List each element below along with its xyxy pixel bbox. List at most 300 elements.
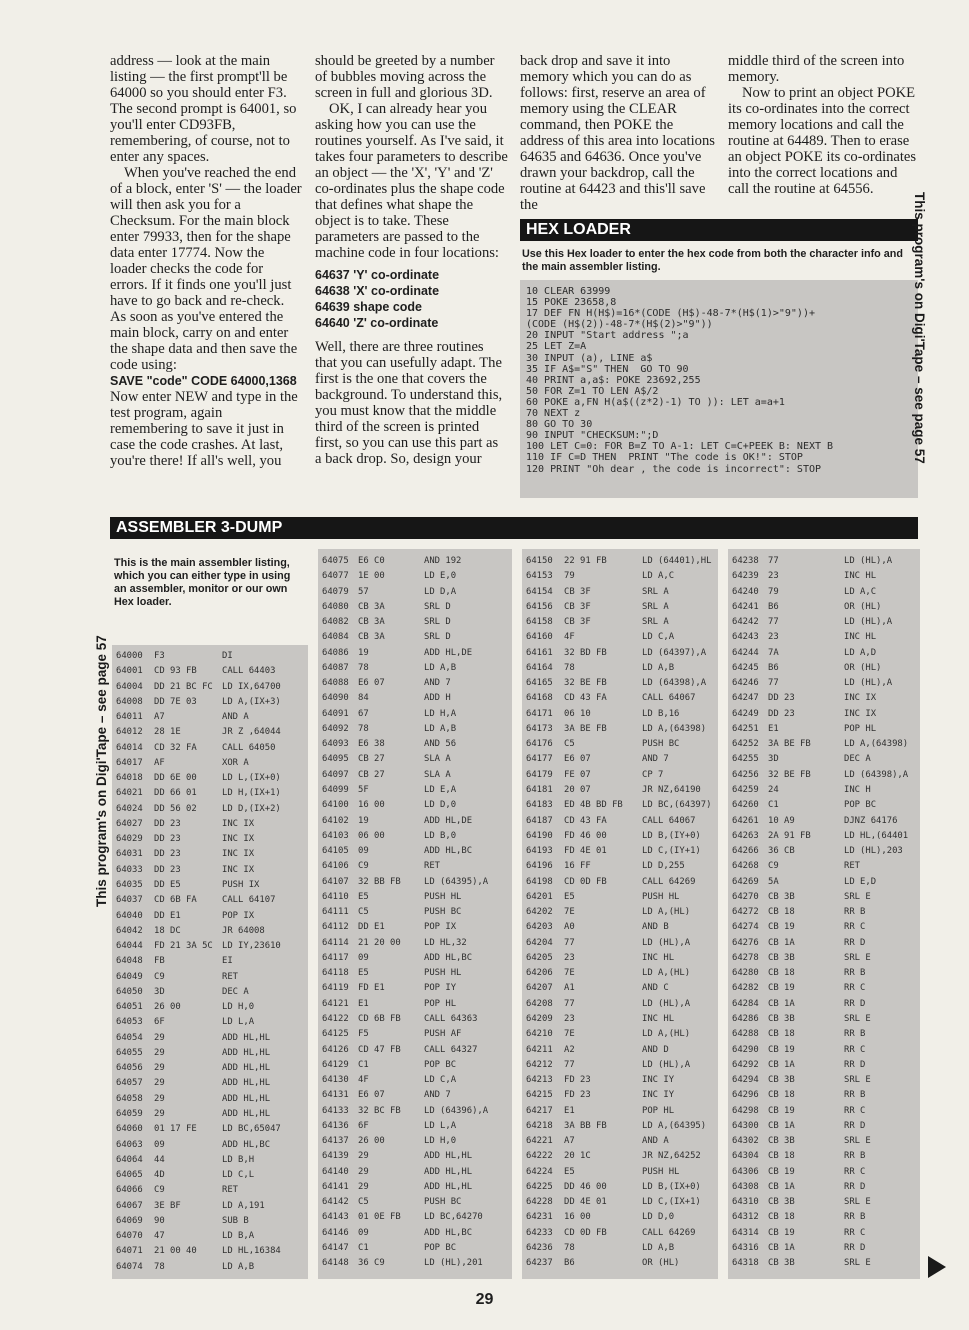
assembler-hex: 21 00 40 xyxy=(154,1246,197,1257)
assembler-address: 64059 xyxy=(116,1108,143,1119)
assembler-row xyxy=(732,1043,920,1058)
assembler-address: 64206 xyxy=(526,968,553,979)
assembler-hex: B6 xyxy=(768,662,779,673)
assembler-hex: 16 FF xyxy=(564,861,591,872)
assembler-address: 64308 xyxy=(732,1181,759,1192)
assembler-row xyxy=(322,859,512,874)
assembler-instruction: LD H,0 xyxy=(222,1002,255,1013)
assembler-hex: A2 xyxy=(564,1044,575,1055)
assembler-instruction: LD BC,64270 xyxy=(424,1212,483,1223)
assembler-row xyxy=(322,1195,512,1210)
assembler-address: 64181 xyxy=(526,784,553,795)
assembler-hex: DD 23 xyxy=(154,864,181,875)
assembler-address: 64121 xyxy=(322,998,349,1009)
assembler-hex: 77 xyxy=(768,617,779,628)
hex-loader-line: 110 IF C=D THEN PRINT "The code is OK!": STOP xyxy=(526,452,803,464)
assembler-address: 64270 xyxy=(732,891,759,902)
assembler-address: 64256 xyxy=(732,769,759,780)
assembler-instruction: SRL A xyxy=(642,617,669,628)
assembler-address: 64225 xyxy=(526,1181,553,1192)
assembler-address: 64302 xyxy=(732,1136,759,1147)
assembler-instruction: LD A,(IX+3) xyxy=(222,696,281,707)
assembler-address: 64187 xyxy=(526,815,553,826)
assembler-instruction: LD A,(HL) xyxy=(642,907,691,918)
assembler-address: 64044 xyxy=(116,941,143,952)
assembler-instruction: LD L,(IX+0) xyxy=(222,773,281,784)
assembler-row xyxy=(732,875,920,890)
article-paragraph: Well, there are three routines that you can usefully adapt. The first is the one that covers the background. To understand this, you must know that the middle third of the screen is printed first, so you can use this part as a back drop. So, design your xyxy=(315,339,503,467)
assembler-address: 64236 xyxy=(526,1242,553,1253)
assembler-instruction: SRL E xyxy=(844,1075,871,1086)
assembler-address: 64318 xyxy=(732,1258,759,1269)
assembler-hex: 29 xyxy=(358,1151,369,1162)
assembler-row xyxy=(526,981,718,996)
assembler-instruction: LD A,(64395) xyxy=(642,1120,707,1131)
assembler-address: 64091 xyxy=(322,708,349,719)
assembler-address: 64065 xyxy=(116,1170,143,1181)
assembler-address: 64246 xyxy=(732,678,759,689)
assembler-instruction: RR B xyxy=(844,1212,866,1223)
assembler-hex: C5 xyxy=(564,739,575,750)
assembler-hex: DD 46 00 xyxy=(564,1181,607,1192)
assembler-hex: 21 20 00 xyxy=(358,937,401,948)
assembler-address: 64055 xyxy=(116,1047,143,1058)
assembler-row xyxy=(526,798,718,813)
assembler-row xyxy=(116,771,308,786)
assembler-hex: 6F xyxy=(358,1120,369,1131)
assembler-instruction: CALL 64050 xyxy=(222,742,276,753)
assembler-instruction: RR C xyxy=(844,922,866,933)
assembler-address: 64222 xyxy=(526,1151,553,1162)
assembler-row xyxy=(322,554,512,569)
assembler-hex: 78 xyxy=(154,1261,165,1272)
assembler-row xyxy=(526,691,718,706)
assembler-row xyxy=(322,1012,512,1027)
assembler-hex: CD 93 FB xyxy=(154,666,197,677)
assembler-instruction: RR C xyxy=(844,1227,866,1238)
hex-loader-line: 70 NEXT z xyxy=(526,408,581,420)
assembler-hex: 77 xyxy=(564,998,575,1009)
assembler-hex: E6 38 xyxy=(358,739,385,750)
assembler-instruction: INC IX xyxy=(222,818,255,829)
assembler-address: 64137 xyxy=(322,1136,349,1147)
assembler-instruction: LD A,B xyxy=(424,723,457,734)
assembler-row xyxy=(526,1210,718,1225)
assembler-address: 64147 xyxy=(322,1242,349,1253)
assembler-row xyxy=(732,1058,920,1073)
assembler-row xyxy=(732,920,920,935)
assembler-row xyxy=(116,1015,308,1030)
assembler-row xyxy=(116,1244,308,1259)
assembler-instruction: LD A,191 xyxy=(222,1200,265,1211)
assembler-address: 64239 xyxy=(732,571,759,582)
assembler-hex: 29 xyxy=(154,1108,165,1119)
assembler-instruction: PUSH HL xyxy=(424,968,462,979)
assembler-address: 64077 xyxy=(322,571,349,582)
next-page-arrow-icon xyxy=(928,1256,946,1278)
assembler-hex: 29 xyxy=(154,1093,165,1104)
assembler-row xyxy=(526,936,718,951)
assembler-hex: FD 23 xyxy=(564,1075,591,1086)
assembler-hex: CB 3B xyxy=(768,1075,795,1086)
assembler-hex: F5 xyxy=(358,1029,369,1040)
assembler-instruction: RR D xyxy=(844,1120,866,1131)
assembler-row xyxy=(322,905,512,920)
assembler-instruction: SRL E xyxy=(844,1258,871,1269)
assembler-instruction: LD (HL),A xyxy=(642,998,691,1009)
assembler-row xyxy=(526,1027,718,1042)
assembler-address: 64105 xyxy=(322,846,349,857)
assembler-hex: 67 xyxy=(358,708,369,719)
assembler-address: 64202 xyxy=(526,907,553,918)
assembler-address: 64139 xyxy=(322,1151,349,1162)
assembler-instruction: INC IX xyxy=(844,708,877,719)
assembler-instruction: PUSH BC xyxy=(642,739,680,750)
assembler-address: 64224 xyxy=(526,1166,553,1177)
assembler-instruction: LD HL,16384 xyxy=(222,1246,281,1257)
assembler-hex: A7 xyxy=(564,1136,575,1147)
assembler-hex: C9 xyxy=(154,971,165,982)
assembler-row xyxy=(322,615,512,630)
assembler-row xyxy=(526,829,718,844)
assembler-hex: 44 xyxy=(154,1154,165,1165)
assembler-row xyxy=(116,878,308,893)
assembler-address: 64282 xyxy=(732,983,759,994)
assembler-address: 64035 xyxy=(116,879,143,890)
assembler-hex: A0 xyxy=(564,922,575,933)
assembler-hex: E5 xyxy=(564,891,575,902)
assembler-hex: 10 A9 xyxy=(768,815,795,826)
assembler-row xyxy=(526,768,718,783)
assembler-address: 64056 xyxy=(116,1063,143,1074)
assembler-hex: DD E1 xyxy=(154,910,181,921)
assembler-instruction: ADD HL,HL xyxy=(424,1151,473,1162)
assembler-hex: 84 xyxy=(358,693,369,704)
assembler-row xyxy=(732,1241,920,1256)
assembler-row xyxy=(116,1138,308,1153)
assembler-instruction: ADD HL,HL xyxy=(222,1078,271,1089)
assembler-instruction: POP HL xyxy=(844,723,877,734)
assembler-hex: FD 46 00 xyxy=(564,830,607,841)
assembler-row xyxy=(526,1073,718,1088)
assembler-row xyxy=(116,832,308,847)
assembler-hex: FD 21 3A 5C xyxy=(154,941,213,952)
assembler-instruction: ADD HL,HL xyxy=(424,1181,473,1192)
assembler-instruction: AND B xyxy=(642,922,669,933)
assembler-hex: 78 xyxy=(358,662,369,673)
assembler-address: 64090 xyxy=(322,693,349,704)
assembler-hex: 29 xyxy=(154,1047,165,1058)
hex-loader-lines xyxy=(520,280,918,475)
assembler-instruction: JR NZ,64190 xyxy=(642,784,701,795)
assembler-instruction: LD (64398),A xyxy=(844,769,909,780)
assembler-instruction: SRL E xyxy=(844,952,871,963)
assembler-instruction: RR B xyxy=(844,1090,866,1101)
assembler-instruction: RR D xyxy=(844,998,866,1009)
assembler-row xyxy=(116,924,308,939)
assembler-address: 64012 xyxy=(116,727,143,738)
assembler-row xyxy=(732,1088,920,1103)
assembler-row xyxy=(732,768,920,783)
assembler-row xyxy=(322,936,512,951)
assembler-row xyxy=(732,981,920,996)
assembler-instruction: RR C xyxy=(844,983,866,994)
assembler-instruction: SLA A xyxy=(424,769,451,780)
assembler-address: 64304 xyxy=(732,1151,759,1162)
assembler-address: 64179 xyxy=(526,769,553,780)
assembler-row xyxy=(526,661,718,676)
assembler-hex: 4F xyxy=(564,632,575,643)
assembler-hex: 29 xyxy=(154,1078,165,1089)
assembler-address: 64288 xyxy=(732,1029,759,1040)
assembler-row xyxy=(116,1107,308,1122)
assembler-instruction: LD B,A xyxy=(222,1231,255,1242)
assembler-hex: CB 3B xyxy=(768,1197,795,1208)
location-line: 64640 'Z' co-ordinate xyxy=(315,316,439,330)
assembler-address: 64093 xyxy=(322,739,349,750)
assembler-hex: 5A xyxy=(768,876,779,887)
assembler-row xyxy=(322,1043,512,1058)
assembler-hex: CB 3B xyxy=(768,1258,795,1269)
assembler-row xyxy=(322,600,512,615)
assembler-address: 64247 xyxy=(732,693,759,704)
assembler-address: 64298 xyxy=(732,1105,759,1116)
assembler-address: 64217 xyxy=(526,1105,553,1116)
assembler-row xyxy=(322,1134,512,1149)
article-paragraph: should be greeted by a number of bubbles moving across the screen in full and glorious 3D. xyxy=(315,53,495,101)
assembler-row xyxy=(732,1134,920,1149)
assembler-address: 64140 xyxy=(322,1166,349,1177)
assembler-address: 64238 xyxy=(732,556,759,566)
assembler-hex: DD 21 BC FC xyxy=(154,681,213,692)
assembler-hex: CB 19 xyxy=(768,1227,795,1238)
assembler-address: 64203 xyxy=(526,922,553,933)
assembler-hex: CB 1A xyxy=(768,998,795,1009)
assembler-instruction: LD IX,64700 xyxy=(222,681,281,692)
assembler-instruction: RR C xyxy=(844,1044,866,1055)
assembler-row xyxy=(116,817,308,832)
hex-loader-line: 100 LET C=0: FOR B=Z TO A-1: LET C=C+PEEK B: NEXT B xyxy=(526,441,834,453)
assembler-row xyxy=(322,1119,512,1134)
assembler-hex: C5 xyxy=(358,907,369,918)
assembler-hex: CB 18 xyxy=(768,907,795,918)
assembler-row xyxy=(116,985,308,1000)
assembler-instruction: PUSH HL xyxy=(642,1166,680,1177)
article-paragraph: middle third of the screen into memory. xyxy=(728,53,905,85)
assembler-instruction: AND 56 xyxy=(424,739,457,750)
assembler-hex: 3E BF xyxy=(154,1200,181,1211)
assembler-address: 64040 xyxy=(116,910,143,921)
assembler-row xyxy=(322,875,512,890)
assembler-address: 64242 xyxy=(732,617,759,628)
assembler-address: 64146 xyxy=(322,1227,349,1238)
assembler-address: 64097 xyxy=(322,769,349,780)
assembler-hex: 3D xyxy=(154,986,165,997)
assembler-address: 64278 xyxy=(732,952,759,963)
assembler-instruction: RET xyxy=(222,1185,239,1196)
assembler-instruction: INC HL xyxy=(844,632,877,643)
assembler-hex: DD E5 xyxy=(154,879,181,890)
digitape-side-note: This program's on Digi'Tape – see page 57 xyxy=(912,192,927,464)
assembler-hex: C1 xyxy=(358,1242,369,1253)
assembler-hex: 78 xyxy=(564,662,575,673)
assembler-row xyxy=(732,691,920,706)
assembler-hex: 3A BB FB xyxy=(564,1120,607,1131)
assembler-instruction: POP BC xyxy=(424,1059,457,1070)
assembler-hex: 47 xyxy=(154,1231,165,1242)
hex-loader-listing xyxy=(520,280,918,498)
assembler-instruction: PUSH BC xyxy=(424,1197,462,1208)
assembler-address: 64114 xyxy=(322,937,349,948)
assembler-hex: 7E xyxy=(564,907,575,918)
assembler-hex: DD 66 01 xyxy=(154,788,197,799)
assembler-row xyxy=(116,1153,308,1168)
hex-loader-line: 50 FOR Z=1 TO LEN A$/2 xyxy=(526,385,659,397)
assembler-address: 64276 xyxy=(732,937,759,948)
assembler-instruction: LD HL,32 xyxy=(424,937,467,948)
assembler-row xyxy=(526,966,718,981)
assembler-row xyxy=(732,554,920,569)
assembler-row xyxy=(732,997,920,1012)
assembler-instruction: POP IX xyxy=(424,922,457,933)
assembler-instruction: SRL E xyxy=(844,1013,871,1024)
assembler-instruction: LD A,(HL) xyxy=(642,968,691,979)
assembler-hex: B6 xyxy=(768,601,779,612)
digitape-side-note: This program's on Digi'Tape – see page 57 xyxy=(94,635,109,907)
assembler-address: 64126 xyxy=(322,1044,349,1055)
save-command: SAVE "code" CODE 64000,1368 xyxy=(110,374,297,388)
assembler-hex: 20 07 xyxy=(564,784,591,795)
assembler-hex: C9 xyxy=(358,861,369,872)
assembler-instruction: SLA A xyxy=(424,754,451,765)
assembler-instruction: RR D xyxy=(844,937,866,948)
assembler-instruction: LD H,(IX+1) xyxy=(222,788,281,799)
assembler-instruction: LD A,(HL) xyxy=(642,1029,691,1040)
assembler-hex: E1 xyxy=(358,998,369,1009)
assembler-address: 64079 xyxy=(322,586,349,597)
assembler-instruction: LD (HL),203 xyxy=(844,846,903,857)
assembler-hex: F3 xyxy=(154,651,165,661)
assembler-hex: DD 23 xyxy=(154,818,181,829)
assembler-address: 64074 xyxy=(116,1261,143,1272)
assembler-hex: 29 xyxy=(358,1181,369,1192)
assembler-instruction: POP BC xyxy=(424,1242,457,1253)
assembler-address: 64111 xyxy=(322,907,349,918)
assembler-row xyxy=(732,936,920,951)
assembler-instruction: INC IX xyxy=(222,864,255,875)
assembler-row xyxy=(732,585,920,600)
assembler-row xyxy=(526,676,718,691)
assembler-hex: C5 xyxy=(358,1197,369,1208)
assembler-row xyxy=(732,676,920,691)
assembler-row xyxy=(732,890,920,905)
assembler-hex: CB 3A xyxy=(358,617,385,628)
assembler-hex: 06 00 xyxy=(358,830,385,841)
assembler-instruction: INC IY xyxy=(642,1075,675,1086)
assembler-banner: ASSEMBLER 3-DUMP xyxy=(110,517,918,539)
assembler-hex: DD E1 xyxy=(358,922,385,933)
assembler-instruction: RR D xyxy=(844,1242,866,1253)
assembler-row xyxy=(322,814,512,829)
assembler-address: 64168 xyxy=(526,693,553,704)
assembler-column-3 xyxy=(522,549,718,1279)
article-paragraph: back drop and save it into memory which you can do as follows: first, reserve an area of memory using the CLEAR command, then POKE the address of this area into locations 64635 and 64636. Once you've drawn your backdrop, call the routine at 64423 and this'll save the xyxy=(520,53,715,213)
assembler-instruction: LD (64398),A xyxy=(642,678,707,689)
assembler-row xyxy=(116,680,308,695)
assembler-instruction: LD (HL),201 xyxy=(424,1258,483,1269)
assembler-address: 64000 xyxy=(116,651,143,661)
assembler-instruction: AND 7 xyxy=(424,1090,451,1101)
assembler-hex: CB 19 xyxy=(768,1166,795,1177)
assembler-address: 64004 xyxy=(116,681,143,692)
assembler-address: 64092 xyxy=(322,723,349,734)
assembler-instruction: LD (64396),A xyxy=(424,1105,489,1116)
assembler-row xyxy=(526,783,718,798)
assembler-address: 64084 xyxy=(322,632,349,643)
assembler-row xyxy=(732,707,920,722)
assembler-address: 64099 xyxy=(322,784,349,795)
assembler-instruction: LD B,16 xyxy=(642,708,680,719)
hex-loader-line: 90 INPUT "CHECKSUM:";D xyxy=(526,430,659,442)
assembler-hex: 4F xyxy=(358,1075,369,1086)
assembler-hex: C1 xyxy=(768,800,779,811)
assembler-row xyxy=(116,893,308,908)
assembler-row xyxy=(116,1031,308,1046)
assembler-row xyxy=(322,1073,512,1088)
assembler-instruction: ADD HL,HL xyxy=(222,1108,271,1119)
assembler-row xyxy=(526,1149,718,1164)
assembler-row xyxy=(116,1229,308,1244)
assembler-address: 64053 xyxy=(116,1017,143,1028)
assembler-hex: CB 18 xyxy=(768,1151,795,1162)
assembler-hex: DD 23 xyxy=(768,708,795,719)
assembler-row xyxy=(322,1027,512,1042)
assembler-instruction: OR (HL) xyxy=(642,1258,680,1269)
assembler-address: 64241 xyxy=(732,601,759,612)
assembler-hex: CB 18 xyxy=(768,1212,795,1223)
assembler-instruction: LD E,A xyxy=(424,784,457,795)
assembler-hex: 36 C9 xyxy=(358,1258,385,1269)
assembler-instruction: RR C xyxy=(844,1105,866,1116)
assembler-address: 64153 xyxy=(526,571,553,582)
assembler-hex: 3D xyxy=(768,754,779,765)
assembler-hex: 20 1C xyxy=(564,1151,591,1162)
assembler-instruction: ADD HL,HL xyxy=(222,1047,271,1058)
assembler-hex: 23 xyxy=(564,1013,575,1024)
assembler-row xyxy=(732,752,920,767)
assembler-row xyxy=(322,798,512,813)
assembler-address: 64119 xyxy=(322,983,349,994)
assembler-instruction: LD C,L xyxy=(222,1170,255,1181)
assembler-hex: CB 3B xyxy=(768,1136,795,1147)
assembler-instruction: JR 64008 xyxy=(222,925,265,936)
assembler-hex: DD 7E 03 xyxy=(154,696,197,707)
assembler-row xyxy=(732,844,920,859)
assembler-instruction: CALL 64403 xyxy=(222,666,276,677)
assembler-address: 64143 xyxy=(322,1212,349,1223)
assembler-row xyxy=(732,829,920,844)
assembler-row xyxy=(116,802,308,817)
assembler-row xyxy=(526,997,718,1012)
assembler-hex: E6 07 xyxy=(358,1090,385,1101)
assembler-instruction: LD L,A xyxy=(424,1120,457,1131)
assembler-instruction: LD D,0 xyxy=(642,1212,675,1223)
assembler-hex: 79 xyxy=(768,586,779,597)
assembler-row xyxy=(322,981,512,996)
assembler-row xyxy=(526,1226,718,1241)
assembler-address: 64037 xyxy=(116,895,143,906)
assembler-hex: 18 DC xyxy=(154,925,181,936)
